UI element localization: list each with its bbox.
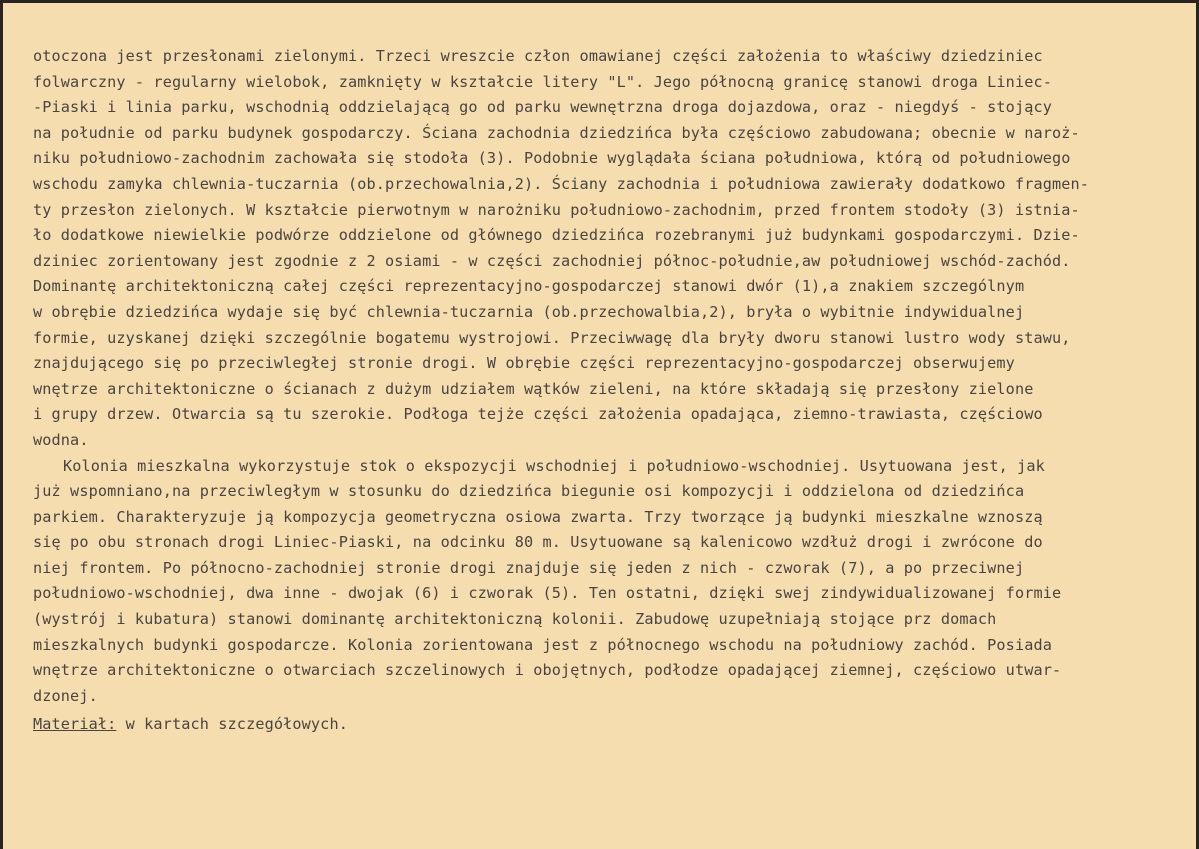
text-line: wodna.: [33, 430, 89, 449]
text-line: ło dodatkowe niewielkie podwórze oddzielone od głównego dziedzińca rozebranymi już budynkami gospodarczymi. Dzie-: [33, 226, 1080, 245]
text-line: południowo-wschodniej, dwa inne - dwojak (6) i czworak (5). Ten ostatni, dzięki swej zindywidualizowanej formie: [33, 584, 1062, 603]
text-line: znajdującego się po przeciwległej stronie drogi. W obrębie części reprezentacyjno-gospodarczej obserwujemy: [33, 354, 1015, 373]
text-line: dziniec zorientowany jest zgodnie z 2 osiami - w części zachodniej północ-południe,aw południowej wschód-zachód.: [33, 251, 1071, 270]
materials-text: w kartach szczegółowych.: [116, 715, 348, 734]
text-line: w obrębie dziedzińca wydaje się być chlewnia-tuczarnia (ob.przechowalbia,2), bryła o wybitnie indywidualnej: [33, 302, 1025, 321]
text-line: się po obu stronach drogi Liniec-Piaski, na odcinku 80 m. Usytuowane są kalenicowo wzdłuż drogi i zwrócone do: [33, 533, 1043, 552]
text-line: -Piaski i linia parku, wschodnią oddzielającą go od parku wewnętrzna droga dojazdowa, oraz - niegdyś - stojący: [33, 98, 1053, 117]
page-top-edge: [0, 0, 1199, 3]
text-line: wnętrze architektoniczne o ścianach z dużym udziałem wątków zieleni, na które składają się przesłony zielone: [33, 379, 1034, 398]
text-line: otoczona jest przesłonami zielonymi. Trzeci wreszcie człon omawianej części założenia to właściwy dziedziniec: [33, 47, 1043, 65]
text-line: i grupy drzew. Otwarcia są tu szerokie. Podłoga tejże części założenia opadająca, ziemno-trawiasta, częściowo: [33, 405, 1043, 424]
text-line: dzonej.: [33, 686, 98, 705]
text-line: parkiem. Charakteryzuje ją kompozycja geometryczna osiowa zwarta. Trzy tworzące ją budynki mieszkalne wznoszą: [33, 507, 1043, 526]
text-line: Dominantę architektoniczną całej części reprezentacyjno-gospodarczej stanowi dwór (1),a znakiem szczególnym: [33, 277, 1025, 296]
page-left-edge: [0, 0, 3, 849]
text-line: na południe od parku budynek gospodarczy. Ściana zachodnia dziedzińca była częściowo zabudowana; obecnie w naroż-: [33, 123, 1080, 142]
text-line: folwarczny - regularny wielobok, zamknięty w kształcie litery "L". Jego północną granicę stanowi droga Liniec-: [33, 72, 1053, 91]
materials-label: Materiał:: [33, 715, 117, 734]
text-line: (wystrój i kubatura) stanowi dominantę architektoniczną kolonii. Zabudowę uzupełniają stojące prz domach: [33, 610, 997, 629]
text-line: niej frontem. Po północno-zachodniej stronie drogi znajduje się jeden z nich - czworak (7), a po przeciwnej: [33, 558, 1025, 577]
document-body: [33, 44, 1183, 738]
text-line: Kolonia mieszkalna wykorzystuje stok o ekspozycji wschodniej i południowo-wschodniej. Usytuowana jest, jak: [63, 456, 1045, 475]
text-line: już wspomniano,na przeciwległym w stosunku do dziedzińca biegunie osi kompozycji i oddzielona od dziedzińca: [33, 482, 1025, 501]
text-line: formie, uzyskanej dzięki szczególnie bogatemu wystrojowi. Przeciwwagę dla bryły dworu stanowi lustro wody stawu,: [33, 328, 1071, 347]
text-line: mieszkalnych budynki gospodarcze. Kolonia zorientowana jest z północnego wschodu na południowy zachód. Posiada: [33, 635, 1053, 654]
materials-note: [33, 712, 1183, 738]
text-line: ty przesłon zielonych. W kształcie pierwotnym w narożniku południowo-zachodnim, przed frontem stodoły (3) istnia-: [33, 200, 1080, 219]
text-line: wschodu zamyka chlewnia-tuczarnia (ob.przechowalnia,2). Ściany zachodnia i południowa zawierały dodatkowo fragmen-: [33, 174, 1090, 193]
text-line: niku południowo-zachodnim zachowała się stodoła (3). Podobnie wyglądała ściana południowa, którą od południowego: [33, 149, 1071, 168]
text-line: wnętrze architektoniczne o otwarciach szczelinowych i obojętnych, podłodze opadającej ziemnej, częściowo utwar-: [33, 661, 1062, 680]
paragraph-1: [33, 44, 1183, 454]
paragraph-2: [33, 454, 1183, 710]
